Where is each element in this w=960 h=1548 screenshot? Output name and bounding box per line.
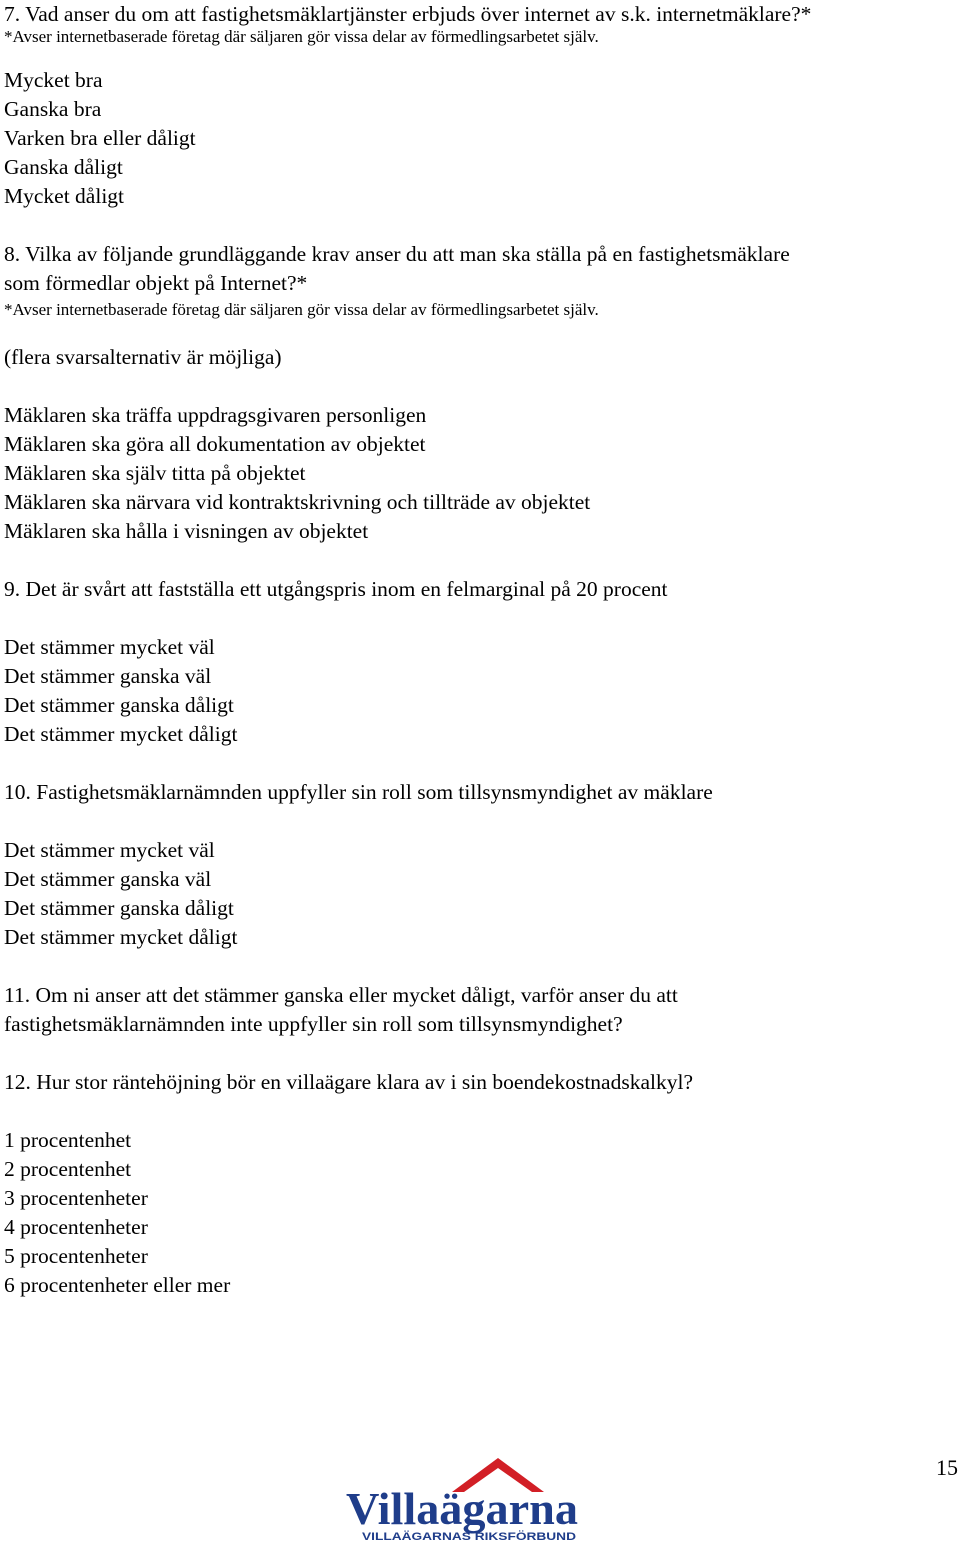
q7-option: Mycket dåligt	[4, 184, 125, 208]
page-number: 15	[936, 1455, 958, 1480]
question-8: 8. Vilka av följande grundläggande krav anser du att man ska ställa på en fastighetsmäklare	[4, 242, 790, 266]
question-7: 7. Vad anser du om att fastighetsmäklartjänster erbjuds över internet av s.k. internetmäklare?*	[4, 2, 812, 26]
question-8-hint: (flera svarsalternativ är möjliga)	[4, 345, 282, 369]
logo-tagline: VILLAÄGARNAS RIKSFÖRBUND	[362, 1531, 534, 1543]
q10-option: Det stämmer mycket väl	[4, 838, 215, 862]
q12-option: 3 procentenheter	[4, 1186, 148, 1210]
question-9: 9. Det är svårt att fastställa ett utgångspris inom en felmarginal på 20 procent	[4, 577, 668, 601]
q12-option: 6 procentenheter eller mer	[4, 1273, 231, 1297]
question-8-cont: som förmedlar objekt på Internet?*	[4, 271, 308, 295]
logo-wordmark: Villaägarna	[346, 1483, 578, 1534]
q7-option: Varken bra eller dåligt	[4, 126, 196, 150]
q9-option: Det stämmer ganska väl	[4, 664, 212, 688]
q7-option: Ganska bra	[4, 97, 102, 121]
question-10: 10. Fastighetsmäklarnämnden uppfyller sin roll som tillsynsmyndighet av mäklare	[4, 780, 713, 804]
question-11-cont: fastighetsmäklarnämnden inte uppfyller sin roll som tillsynsmyndighet?	[4, 1012, 623, 1036]
q9-option: Det stämmer mycket dåligt	[4, 722, 238, 746]
question-8-note: *Avser internetbaserade företag där säljaren gör vissa delar av förmedlingsarbetet själv.	[4, 300, 599, 319]
question-11: 11. Om ni anser att det stämmer ganska eller mycket dåligt, varför anser du att	[4, 983, 678, 1007]
q12-option: 1 procentenhet	[4, 1128, 132, 1152]
q12-option: 4 procentenheter	[4, 1215, 148, 1239]
q8-option: Mäklaren ska träffa uppdragsgivaren personligen	[4, 403, 427, 427]
q8-option: Mäklaren ska göra all dokumentation av objektet	[4, 432, 426, 456]
logo-graphic	[344, 1456, 582, 1544]
document-page	[4, 0, 954, 1300]
q10-option: Det stämmer ganska dåligt	[4, 896, 234, 920]
question-12: 12. Hur stor räntehöjning bör en villaägare klara av i sin boendekostnadskalkyl?	[4, 1070, 693, 1094]
q8-option: Mäklaren ska hålla i visningen av objektet	[4, 519, 369, 543]
question-7-note: *Avser internetbaserade företag där säljaren gör vissa delar av förmedlingsarbetet själv.	[4, 27, 599, 46]
q12-option: 5 procentenheter	[4, 1244, 148, 1268]
villaagarna-logo	[344, 1456, 582, 1544]
q8-option: Mäklaren ska närvara vid kontraktskrivning och tillträde av objektet	[4, 490, 591, 514]
q7-option: Mycket bra	[4, 68, 103, 92]
q7-option: Ganska dåligt	[4, 155, 123, 179]
q9-option: Det stämmer mycket väl	[4, 635, 215, 659]
q10-option: Det stämmer ganska väl	[4, 867, 212, 891]
q12-option: 2 procentenhet	[4, 1157, 132, 1181]
q8-option: Mäklaren ska själv titta på objektet	[4, 461, 306, 485]
q9-option: Det stämmer ganska dåligt	[4, 693, 234, 717]
q10-option: Det stämmer mycket dåligt	[4, 925, 238, 949]
